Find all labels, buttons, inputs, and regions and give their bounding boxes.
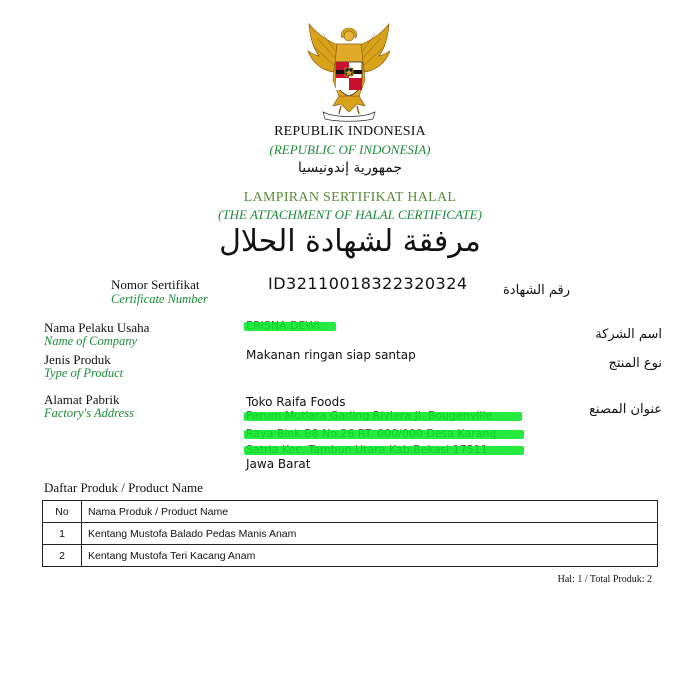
table-row bbox=[43, 545, 658, 567]
company-label-en: Name of Company bbox=[44, 334, 138, 348]
country-title: REPUBLIK INDONESIA bbox=[274, 124, 426, 139]
factory-address-label: Alamat Pabrik bbox=[44, 392, 120, 407]
country-title-ar: جمهورية إندونيسيا bbox=[297, 160, 403, 176]
column-header-no: No bbox=[43, 501, 82, 523]
country-title-en: (REPUBLIC OF INDONESIA) bbox=[269, 142, 431, 157]
page-pagination: Hal: 1 / Total Produk: 2 bbox=[557, 574, 652, 585]
product-type-label-en: Type of Product bbox=[44, 366, 124, 380]
certificate-number-label: Nomor Sertifikat bbox=[111, 277, 200, 292]
address-redaction-bar bbox=[244, 412, 522, 421]
factory-address-label-ar: عنوان المصنع bbox=[589, 402, 662, 417]
document-title-en: (THE ATTACHMENT OF HALAL CERTIFICATE) bbox=[218, 207, 482, 222]
document-title: LAMPIRAN SERTIFIKAT HALAL bbox=[243, 190, 457, 205]
document-title-ar: مرفقة لشهادة الحلال bbox=[219, 224, 481, 259]
product-list-title: Daftar Produk / Product Name bbox=[44, 480, 203, 495]
product-type-label: Jenis Produk bbox=[44, 352, 111, 367]
garuda-emblem-icon bbox=[303, 22, 395, 122]
address-redaction-bar bbox=[244, 446, 524, 455]
product-name: Kentang Mustofa Teri Kacang Anam bbox=[82, 545, 658, 567]
product-type-label-ar: نوع المنتج bbox=[608, 356, 662, 371]
certificate-number-label-ar: رقم الشهادة bbox=[503, 283, 570, 298]
table-header-row bbox=[43, 501, 658, 523]
table-row bbox=[43, 523, 658, 545]
certificate-number-label-en: Certificate Number bbox=[111, 292, 208, 306]
column-header-product-name: Nama Produk / Product Name bbox=[82, 501, 658, 523]
certificate-number-value: ID32110018322320324 bbox=[268, 274, 468, 293]
address-redaction-bar bbox=[244, 430, 524, 439]
company-redaction-bar bbox=[244, 322, 336, 331]
factory-address-label-en: Factory's Address bbox=[44, 406, 134, 420]
product-type-value: Makanan ringan siap santap bbox=[246, 348, 416, 362]
product-table bbox=[42, 500, 658, 567]
company-label: Nama Pelaku Usaha bbox=[44, 320, 150, 335]
row-number: 1 bbox=[43, 523, 82, 545]
row-number: 2 bbox=[43, 545, 82, 567]
company-label-ar: اسم الشركة bbox=[595, 327, 662, 342]
factory-name: Toko Raifa Foods bbox=[246, 395, 346, 409]
product-name: Kentang Mustofa Balado Pedas Manis Anam bbox=[82, 523, 658, 545]
factory-province: Jawa Barat bbox=[246, 457, 311, 471]
